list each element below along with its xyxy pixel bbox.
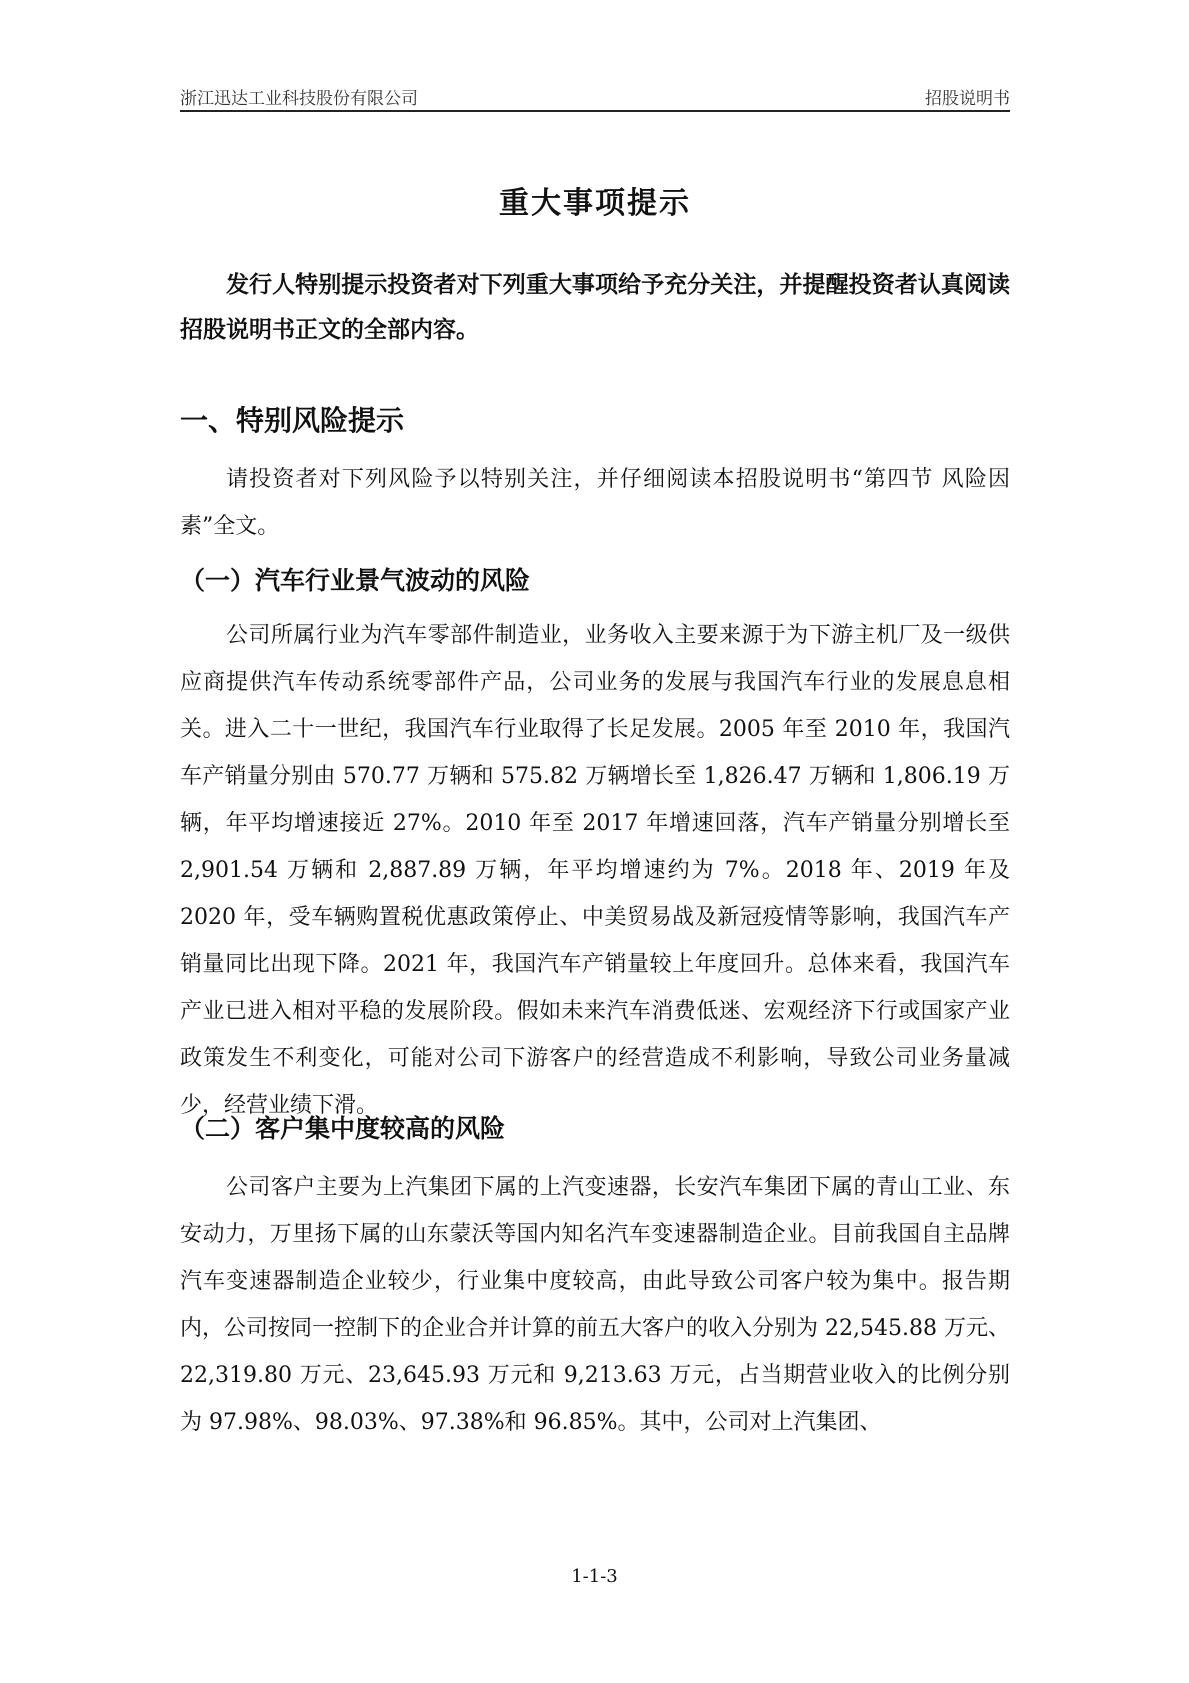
intro-notice: 发行人特别提示投资者对下列重大事项给予充分关注，并提醒投资者认真阅读招股说明书正文的全部内容。: [180, 272, 1010, 343]
risk-heading-industry: （一）汽车行业景气波动的风险: [180, 566, 531, 595]
page-header: [180, 84, 1010, 112]
risk-paragraph-customer-concentration: 公司客户主要为上汽集团下属的上汽变速器，长安汽车集团下属的青山工业、东安动力，万里扬下属的山东蒙沃等国内知名汽车变速器制造企业。目前我国自主品牌汽车变速器制造企业较少，行业集中度较高，由此导致公司客户较为集中。报告期内，公司按同一控制下的企业合并计算的前五大客户的收入分别为 22,545.88 万元、22,319.80 万元、23,645.93 万元和 9,213.63 万元，占当期营业收入的比例分别为 97.98%、98.03%、97.38%和 96.85%。其中，公司对上汽集团、: [180, 1175, 1010, 1435]
page-number: 1-1-3: [571, 1566, 618, 1587]
page-title: 重大事项提示: [499, 186, 691, 221]
risk-paragraph-industry: 公司所属行业为汽车零部件制造业，业务收入主要来源于为下游主机厂及一级供应商提供汽车传动系统零部件产品，公司业务的发展与我国汽车行业的发展息息相关。进入二十一世纪，我国汽车行业取得了长足发展。2005 年至 2010 年，我国汽车产销量分别由 570.77 万辆和 575.82 万辆增长至 1,826.47 万辆和 1,806.19 万辆，年平均增速接近 27%。2010 年至 2017 年增速回落，汽车产销量分别增长至 2,901.54 万辆和 2,887.89 万辆，年平均增速约为 7%。2018 年、2019 年及 2020 年，受车辆购置税优惠政策停止、中美贸易战及新冠疫情等影响，我国汽车产销量同比出现下降。2021 年，我国汽车产销量较上年度回升。总体来看，我国汽车产业已进入相对平稳的发展阶段。假如未来汽车消费低迷、宏观经济下行或国家产业政策发生不利变化，可能对公司下游客户的经营造成不利影响，导致公司业务量减少，经营业绩下滑。: [180, 623, 1010, 1118]
section-lead-paragraph: 请投资者对下列风险予以特别关注，并仔细阅读本招股说明书“第四节 风险因素”全文。: [180, 467, 1010, 539]
header-company: 浙江迅达工业科技股份有限公司: [180, 89, 418, 109]
section-heading-special-risks: 一、特别风险提示: [180, 404, 405, 437]
header-doc-type: 招股说明书: [925, 89, 1010, 109]
risk-heading-customer-concentration: （二）客户集中度较高的风险: [180, 1114, 506, 1143]
